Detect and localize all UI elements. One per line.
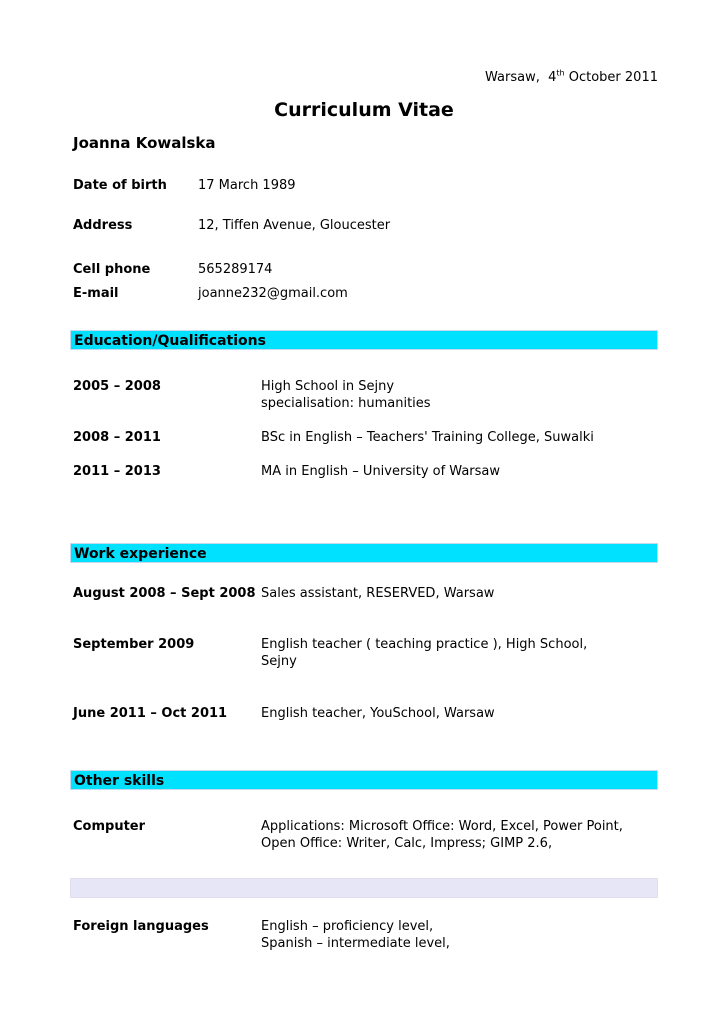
education-detail: MA in English – University of Warsaw xyxy=(261,464,501,479)
empty-section-bar xyxy=(70,878,658,898)
work-detail-2: Sejny xyxy=(261,654,297,669)
date-day-suffix: th xyxy=(556,68,565,78)
phone-value: 565289174 xyxy=(198,262,273,277)
document-date xyxy=(485,70,658,85)
languages-label: Foreign languages xyxy=(73,919,209,934)
education-period: 2005 – 2008 xyxy=(73,379,161,394)
work-detail: English teacher ( teaching practice ), High School, xyxy=(261,637,588,652)
document-title: Curriculum Vitae xyxy=(274,99,454,121)
candidate-name: Joanna Kowalska xyxy=(73,134,216,152)
skills-section-bar xyxy=(70,770,658,790)
education-period: 2011 – 2013 xyxy=(73,464,161,479)
work-detail: Sales assistant, RESERVED, Warsaw xyxy=(261,586,495,601)
skills-heading: Other skills xyxy=(74,773,165,789)
education-detail-2: specialisation: humanities xyxy=(261,396,431,411)
computer-label: Computer xyxy=(73,819,146,834)
work-section-bar xyxy=(70,543,658,563)
email-label: E-mail xyxy=(73,286,119,301)
languages-detail: English – proficiency level, xyxy=(261,919,434,934)
address-value: 12, Tiffen Avenue, Gloucester xyxy=(198,218,391,233)
education-section-bar xyxy=(70,330,658,350)
phone-label: Cell phone xyxy=(73,262,151,277)
education-heading: Education/Qualifications xyxy=(74,333,266,349)
date-month-year: October 2011 xyxy=(568,70,658,85)
dob-value: 17 March 1989 xyxy=(198,178,296,193)
work-period: June 2011 – Oct 2011 xyxy=(73,706,228,721)
education-detail: High School in Sejny xyxy=(261,379,395,394)
date-place: Warsaw, xyxy=(485,70,540,85)
computer-detail: Applications: Microsoft Office: Word, Excel, Power Point, xyxy=(261,819,623,834)
education-detail: BSc in English – Teachers' Training College, Suwalki xyxy=(261,430,594,445)
work-period: September 2009 xyxy=(73,637,195,652)
work-detail: English teacher, YouSchool, Warsaw xyxy=(261,706,495,721)
computer-detail-2: Open Office: Writer, Calc, Impress; GIMP 2.6, xyxy=(261,836,553,851)
work-period: August 2008 – Sept 2008 xyxy=(73,586,256,601)
email-value: joanne232@gmail.com xyxy=(198,286,348,301)
date-day: 4 xyxy=(548,70,557,85)
education-period: 2008 – 2011 xyxy=(73,430,161,445)
address-label: Address xyxy=(73,218,133,233)
dob-label: Date of birth xyxy=(73,178,167,193)
languages-detail-2: Spanish – intermediate level, xyxy=(261,936,450,951)
work-heading: Work experience xyxy=(74,546,207,562)
